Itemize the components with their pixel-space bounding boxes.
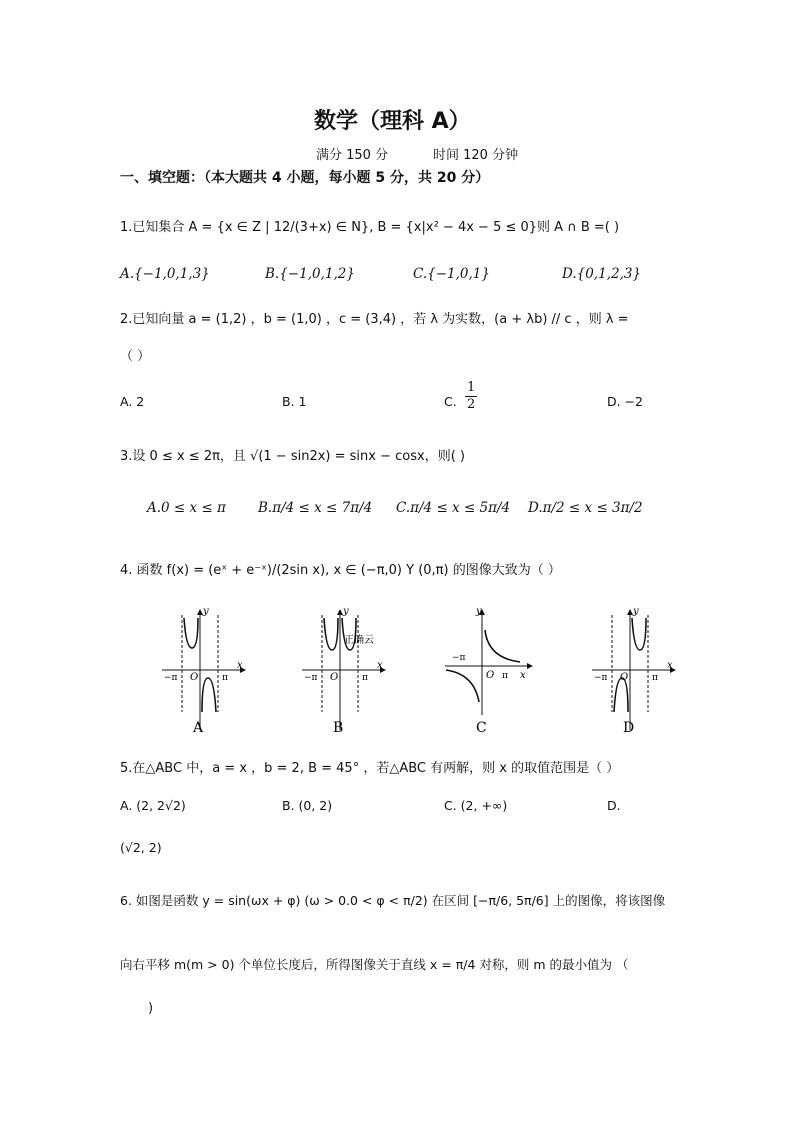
q3-text: 3.设 0 ≤ x ≤ 2π，且 √(1 − sin2x) = sinx − cosx，则( ) <box>120 449 465 464</box>
curve-upper <box>632 618 646 650</box>
label-neg-pi: −π <box>594 673 608 683</box>
q3-option-b: B.π/4 ≤ x ≤ 7π/4 <box>258 500 373 516</box>
graph-label-a: A <box>193 720 204 736</box>
q4-graphs <box>150 600 680 745</box>
q5-option-d-value: (√2, 2) <box>120 840 162 855</box>
label-pi: π <box>652 673 658 683</box>
q5-option-c: C. (2, +∞) <box>444 798 508 813</box>
label-x: x <box>237 660 243 671</box>
graph-label-c: C <box>476 720 487 736</box>
q5-option-a: A. (2, 2√2) <box>120 798 186 813</box>
label-pi: π <box>222 673 228 683</box>
label-y: y <box>343 606 349 617</box>
q1-option-b: B.{−1,0,1,2} <box>265 266 355 282</box>
exam-time: 时间 120 分钟 <box>433 148 519 163</box>
label-neg-pi: −π <box>304 673 318 683</box>
q1-option-a: A.{−1,0,1,3} <box>120 266 210 282</box>
section-heading: 一、填空题：（本大题共 4 小题，每小题 5 分，共 20 分） <box>120 170 490 186</box>
fraction-numerator: 1 <box>467 380 476 395</box>
q6-line3: ) <box>148 1001 154 1016</box>
label-y: y <box>203 606 209 617</box>
q2-option-a: A. 2 <box>120 394 145 409</box>
q6-line1: 6. 如图是函数 y = sin(ωx + φ) (ω > 0.0 < φ < π/2) 在区间 [−π/6, 5π/6] 上的图像，将该图像 <box>120 893 666 908</box>
watermark: 正确云 <box>344 635 374 646</box>
graph-label-d: D <box>623 720 635 736</box>
label-origin: O <box>486 670 495 681</box>
label-y: y <box>633 606 639 617</box>
q5-text: 5.在△ABC 中，a = x ，b = 2, B = 45° ，若△ABC 有两解，则 x 的取值范围是（ ） <box>120 761 620 776</box>
label-pi: π <box>362 673 368 683</box>
graph-c <box>445 606 532 736</box>
q5-option-b: B. (0, 2) <box>282 798 333 813</box>
q2-option-b: B. 1 <box>282 394 307 409</box>
graph-a <box>162 606 245 736</box>
q4-text: 4. 函数 f(x) = (eˣ + e⁻ˣ)/(2sin x), x ∈ (−π,0) Y (0,π) 的图像大致为（ ） <box>120 563 561 578</box>
curve-lower <box>202 678 216 712</box>
full-score: 满分 150 分 <box>316 148 389 163</box>
curve-upper <box>184 618 198 648</box>
q2-text: 2.已知向量 a = (1,2) ，b = (1,0) ，c = (3,4) ，若 λ 为实数，(a + λb) // c ，则 λ = <box>120 312 629 327</box>
graph-b <box>302 606 385 736</box>
curve-left <box>324 618 338 650</box>
label-x: x <box>520 670 526 681</box>
label-x: x <box>667 660 673 671</box>
q2-paren: （ ） <box>120 349 151 364</box>
curve-right <box>485 630 520 662</box>
q5-option-d: D. <box>607 798 621 813</box>
curve-lower <box>614 678 628 712</box>
q6-line2: 向右平移 m(m > 0) 个单位长度后，所得图像关于直线 x = π/4 对称，则 m 的最小值为 （ <box>120 957 629 972</box>
label-neg-pi: −π <box>164 673 178 683</box>
curve-left <box>446 670 479 702</box>
label-origin: O <box>620 672 629 683</box>
page-title: 数学（理科 A） <box>314 109 471 134</box>
graph-d <box>592 606 675 736</box>
q3-option-c: C.π/4 ≤ x ≤ 5π/4 <box>396 500 511 516</box>
label-neg-pi: −π <box>452 653 466 663</box>
label-origin: O <box>330 672 339 683</box>
q1-option-c: C.{−1,0,1} <box>413 266 490 282</box>
q2-option-d: D. −2 <box>607 394 643 409</box>
q3-option-d: D.π/2 ≤ x ≤ 3π/2 <box>528 500 643 516</box>
graph-label-b: B <box>333 720 344 736</box>
q1-option-d: D.{0,1,2,3} <box>562 266 642 282</box>
fraction-denominator: 2 <box>467 397 476 412</box>
label-origin: O <box>190 672 199 683</box>
label-pi: π <box>502 671 508 681</box>
q2-option-c-fraction <box>465 380 477 413</box>
q2-option-c: C. <box>444 394 457 409</box>
label-y: y <box>476 606 482 617</box>
q1-text: 1.已知集合 A = {x ∈ Z | 12/(3+x) ∈ N}, B = {x|x² − 4x − 5 ≤ 0}则 A ∩ B =( ) <box>120 220 620 235</box>
q3-option-a: A.0 ≤ x ≤ π <box>147 500 226 516</box>
label-x: x <box>377 660 383 671</box>
